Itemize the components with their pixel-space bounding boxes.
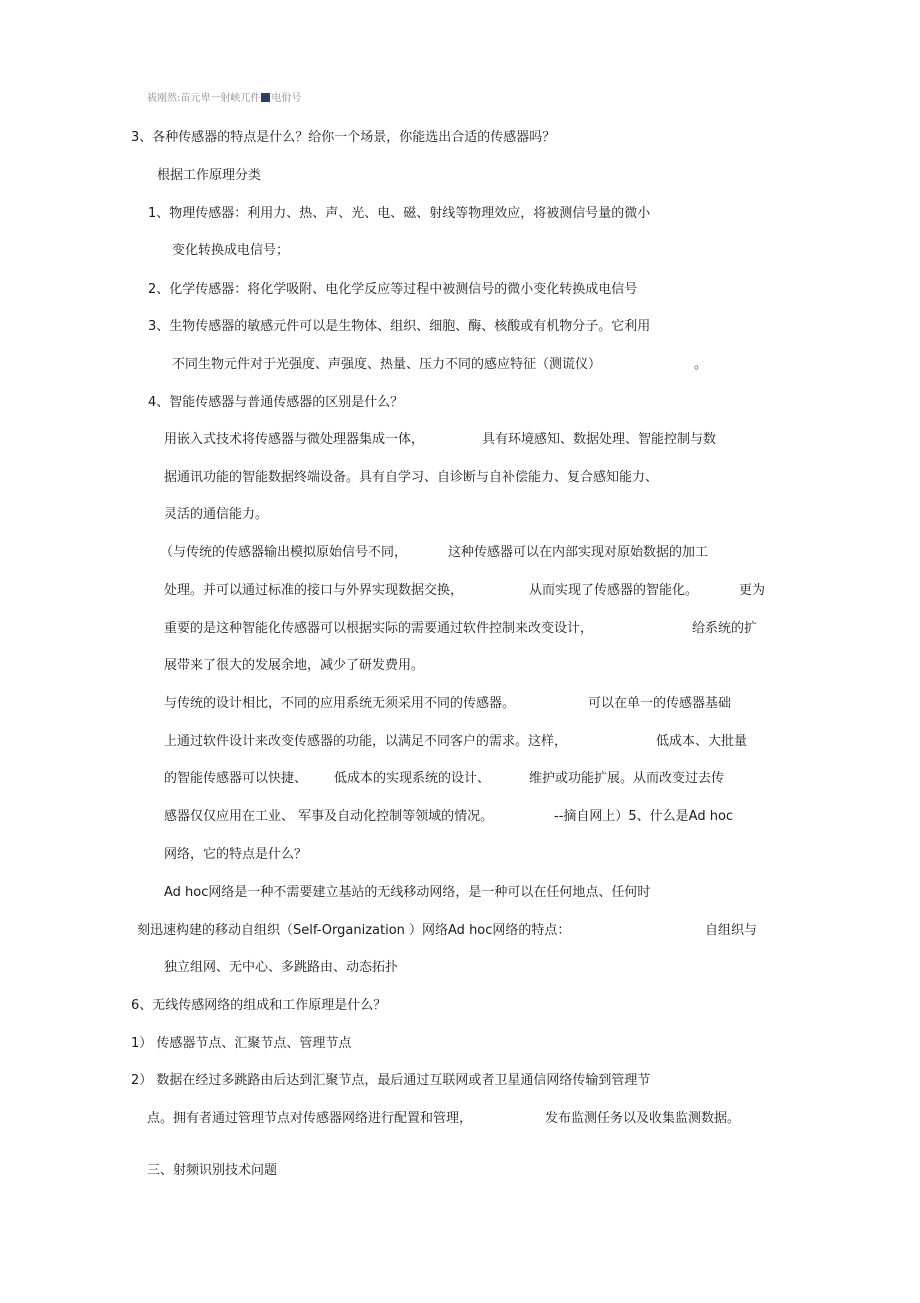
text-line-17-seg-1: 上通过软件设计来改变传感器的功能，以满足不同客户的需求。这样， (164, 734, 568, 749)
text-line-14-seg-1: 重要的是这种智能化传感器可以根据实际的需要通过软件控制来改变设计， (164, 621, 594, 636)
header-text-right: 电佾号 (271, 93, 302, 104)
text-line-18-seg-3: 维护或功能扩展。从而改变过去传 (529, 771, 725, 786)
text-line-19-seg-2: --摘自网上）5、什么是Ad hoc (554, 809, 734, 824)
text-line-2: 根据工作原理分类 (157, 168, 262, 183)
text-line-16-seg-1: 与传统的设计相比，不同的应用系统无须采用不同的传感器。 (164, 696, 516, 711)
text-line-1: 3、各种传感器的特点是什么？给你一个场景，你能选出合适的传感器吗？ (131, 130, 556, 145)
text-line-6: 3、生物传感器的敏感元件可以是生物体、组织、细胞、酶、核酸或有机物分子。它利用 (148, 319, 651, 334)
text-line-25: 1） 传感器节点、汇聚节点、管理节点 (131, 1036, 352, 1051)
header-text: 祓刚然:苗元卑一射峡兀件 (147, 93, 261, 104)
text-line-3: 1、物理传感器：利用力、热、声、光、电、磁、射线等物理效应，将被测信号量的微小 (148, 206, 651, 221)
text-line-23: 独立组网、无中心、多跳路由、动态拓扑 (164, 960, 399, 975)
text-line-22-seg-1: 刻迅速构建的移动自组织（Self-Organization ）网络Ad hoc网络的特点： (137, 923, 571, 938)
text-line-28: 三、射频识别技术问题 (147, 1163, 278, 1178)
text-line-4: 变化转换成电信号； (172, 243, 290, 258)
text-line-27-seg-1: 点。拥有者通过管理节点对传感器网络进行配置和管理， (147, 1111, 473, 1126)
text-line-16-seg-2: 可以在单一的传感器基础 (588, 696, 732, 711)
text-line-19-seg-1: 感器仅仅应用在工业、 军事及自动化控制等领域的情况。 (164, 809, 494, 824)
text-line-18-seg-1: 的智能传感器可以快捷、 (164, 771, 308, 786)
text-line-26: 2） 数据在经过多跳路由后达到汇聚节点，最后通过互联网或者卫星通信网络传输到管理节 (131, 1073, 651, 1088)
text-line-13-seg-3: 更为 (739, 583, 766, 598)
text-line-9-seg-1: 用嵌入式技术将传感器与微处理器集成一体， (164, 432, 425, 447)
text-line-20: 网络，它的特点是什么？ (164, 847, 308, 862)
text-line-21: Ad hoc网络是一种不需要建立基站的无线移动网络，是一种可以在任何地点、任何时 (164, 885, 651, 900)
text-line-7-seg-1: 不同生物元件对于光强度、声强度、热量、压力不同的感应特征（测谎仪） (172, 357, 602, 372)
text-line-18-seg-2: 低成本的实现系统的设计、 (334, 771, 491, 786)
text-line-13-seg-2: 从而实现了传感器的智能化。 (529, 583, 699, 598)
text-line-27-seg-2: 发布监测任务以及收集监测数据。 (545, 1111, 741, 1126)
text-line-12-seg-1: （与传统的传感器输出模拟原始信号不同， (160, 545, 408, 560)
header-block-icon (261, 93, 270, 102)
text-line-9-seg-2: 具有环境感知、数据处理、智能控制与数 (482, 432, 717, 447)
text-line-15: 展带来了很大的发展余地，减少了研发费用。 (164, 658, 425, 673)
text-line-5: 2、化学传感器：将化学吸附、电化学反应等过程中被测信号的微小变化转换成电信号 (148, 282, 638, 297)
text-line-24: 6、无线传感网络的组成和工作原理是什么？ (131, 998, 387, 1013)
text-line-13-seg-1: 处理。并可以通过标准的接口与外界实现数据交换， (164, 583, 464, 598)
text-line-17-seg-2: 低成本、大批量 (656, 734, 748, 749)
page-header (147, 91, 301, 107)
text-line-14-seg-2: 给系统的扩 (692, 621, 758, 636)
text-line-10: 据通讯功能的智能数据终端设备。具有自学习、自诊断与自补偿能力、复合感知能力、 (164, 470, 659, 485)
text-line-12-seg-2: 这种传感器可以在内部实现对原始数据的加工 (448, 545, 709, 560)
text-line-8: 4、智能传感器与普通传感器的区别是什么？ (148, 395, 404, 410)
text-line-22-seg-2: 自组织与 (705, 923, 758, 938)
text-line-7-seg-2: 。 (694, 357, 708, 372)
text-line-11: 灵活的通信能力。 (164, 507, 269, 522)
